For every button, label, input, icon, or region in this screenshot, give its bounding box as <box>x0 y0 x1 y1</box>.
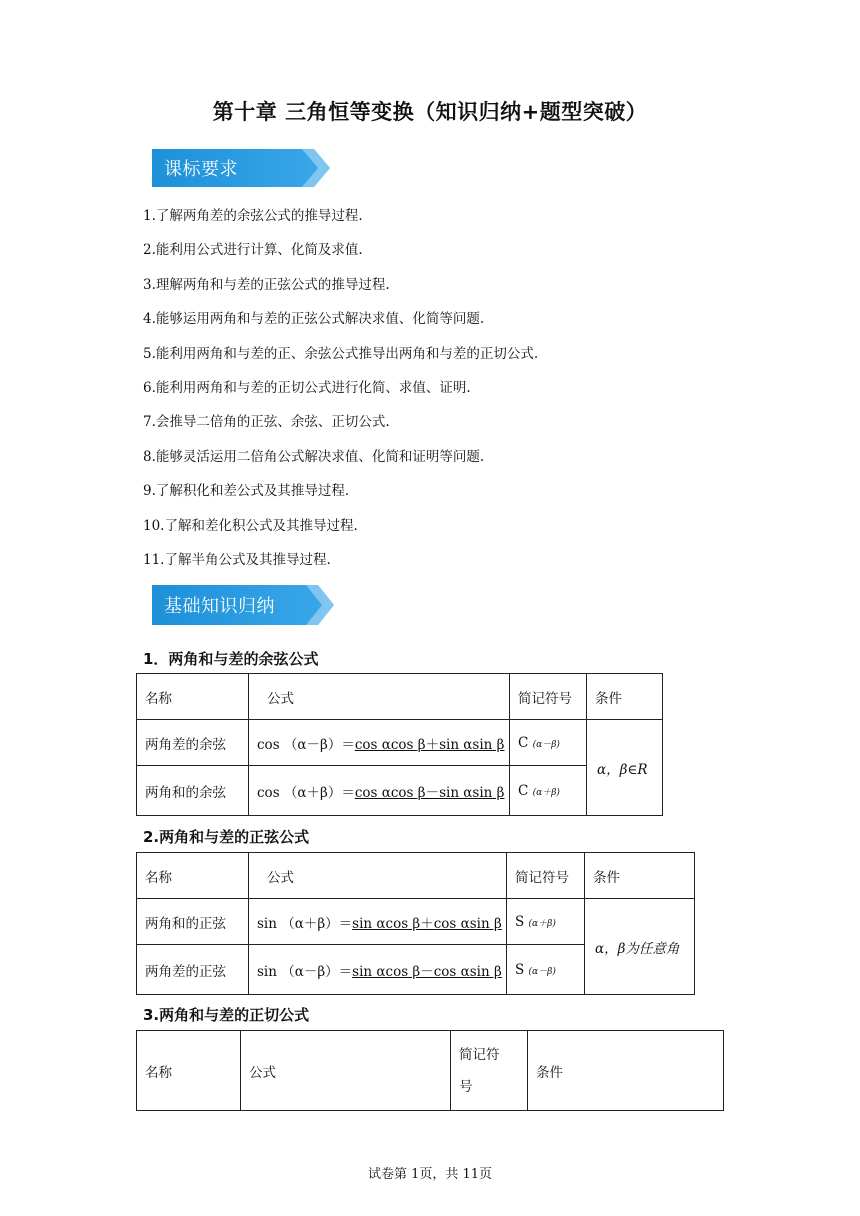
formula-rhs: cos αcos β＋sin αsin β <box>354 736 505 753</box>
header-condition: 条件 <box>587 674 663 720</box>
list-item: 6.能利用两角和与差的正切公式进行化简、求值、证明. <box>143 379 471 396</box>
sine-formula-table <box>136 852 695 995</box>
table-cell-formula <box>249 766 510 816</box>
list-item: 4.能够运用两角和与差的正弦公式解决求值、化简等问题. <box>143 311 485 328</box>
cosine-formula-table <box>136 673 663 816</box>
symbol-letter: S <box>515 913 525 930</box>
header-condition: 条件 <box>528 1031 724 1111</box>
table-cell-formula <box>249 945 507 995</box>
table-cell-condition: α，β∈R <box>587 720 663 816</box>
list-item: 3.理解两角和与差的正弦公式的推导过程. <box>143 276 390 293</box>
table-cell-symbol <box>510 766 587 816</box>
list-item: 11.了解半角公式及其推导过程. <box>143 551 331 568</box>
table-cell-formula <box>249 899 507 945</box>
list-item: 10.了解和差化积公式及其推导过程. <box>143 517 358 534</box>
symbol-subscript: (α＋β) <box>532 787 560 798</box>
header-name: 名称 <box>137 1031 241 1111</box>
header-symbol-line1: 简记符 <box>459 1046 500 1063</box>
banner-label: 基础知识归纳 <box>164 596 275 617</box>
section-banner-requirements <box>152 149 330 187</box>
list-item: 8.能够灵活运用二倍角公式解决求值、化简和证明等问题. <box>143 448 485 465</box>
table-cell-symbol <box>507 899 585 945</box>
formula-lhs: cos （α－β）＝ <box>257 736 355 753</box>
table-cell-symbol <box>510 720 587 766</box>
symbol-letter: C <box>518 782 529 799</box>
header-symbol <box>451 1031 528 1111</box>
table-cell-condition: α，β为任意角 <box>585 899 695 995</box>
section-heading-1: 1．两角和与差的余弦公式 <box>143 650 319 668</box>
list-item: 5.能利用两角和与差的正、余弦公式推导出两角和与差的正切公式. <box>143 345 539 362</box>
banner-label: 课标要求 <box>164 159 238 180</box>
header-symbol-line2: 号 <box>459 1078 473 1095</box>
list-item: 2.能利用公式进行计算、化简及求值. <box>143 242 363 259</box>
formula-rhs: sin αcos β－cos αsin β <box>352 963 502 980</box>
symbol-subscript: (α－β) <box>528 966 556 977</box>
formula-lhs: cos （α＋β）＝ <box>257 784 355 801</box>
symbol-subscript: (α＋β) <box>528 918 556 929</box>
page-footer: 试卷第 1页，共 11页 <box>367 1167 493 1182</box>
formula-lhs: sin （α－β）＝ <box>257 963 353 980</box>
header-name: 名称 <box>137 853 249 899</box>
table-cell-formula <box>249 720 510 766</box>
page-title: 第十章 三角恒等变换（知识归纳+题型突破） <box>212 100 648 124</box>
section-banner-basics <box>152 585 330 623</box>
symbol-letter: C <box>518 734 529 751</box>
table-cell-symbol <box>507 945 585 995</box>
list-item: 1.了解两角差的余弦公式的推导过程. <box>143 208 363 224</box>
symbol-subscript: (α－β) <box>532 739 560 750</box>
table-cell-name: 两角和的余弦 <box>137 766 249 816</box>
header-symbol: 简记符号 <box>507 853 585 899</box>
header-formula: 公式 <box>249 674 510 720</box>
table-cell-name: 两角差的正弦 <box>137 945 249 995</box>
formula-lhs: sin （α＋β）＝ <box>257 915 353 932</box>
table-cell-name: 两角差的余弦 <box>137 720 249 766</box>
section-heading-2: 2.两角和与差的正弦公式 <box>143 828 310 846</box>
header-symbol: 简记符号 <box>510 674 587 720</box>
formula-rhs: sin αcos β＋cos αsin β <box>352 915 502 932</box>
list-item: 7.会推导二倍角的正弦、余弦、正切公式. <box>143 414 390 431</box>
list-item: 9.了解积化和差公式及其推导过程. <box>143 483 350 500</box>
header-name: 名称 <box>137 674 249 720</box>
header-condition: 条件 <box>585 853 695 899</box>
tangent-formula-table <box>136 1030 724 1111</box>
requirements-list <box>143 207 538 585</box>
table-cell-name: 两角和的正弦 <box>137 899 249 945</box>
formula-rhs: cos αcos β－sin αsin β <box>354 784 505 801</box>
symbol-letter: S <box>515 961 525 978</box>
header-formula: 公式 <box>249 853 507 899</box>
section-heading-3: 3.两角和与差的正切公式 <box>143 1006 310 1024</box>
header-formula: 公式 <box>241 1031 451 1111</box>
